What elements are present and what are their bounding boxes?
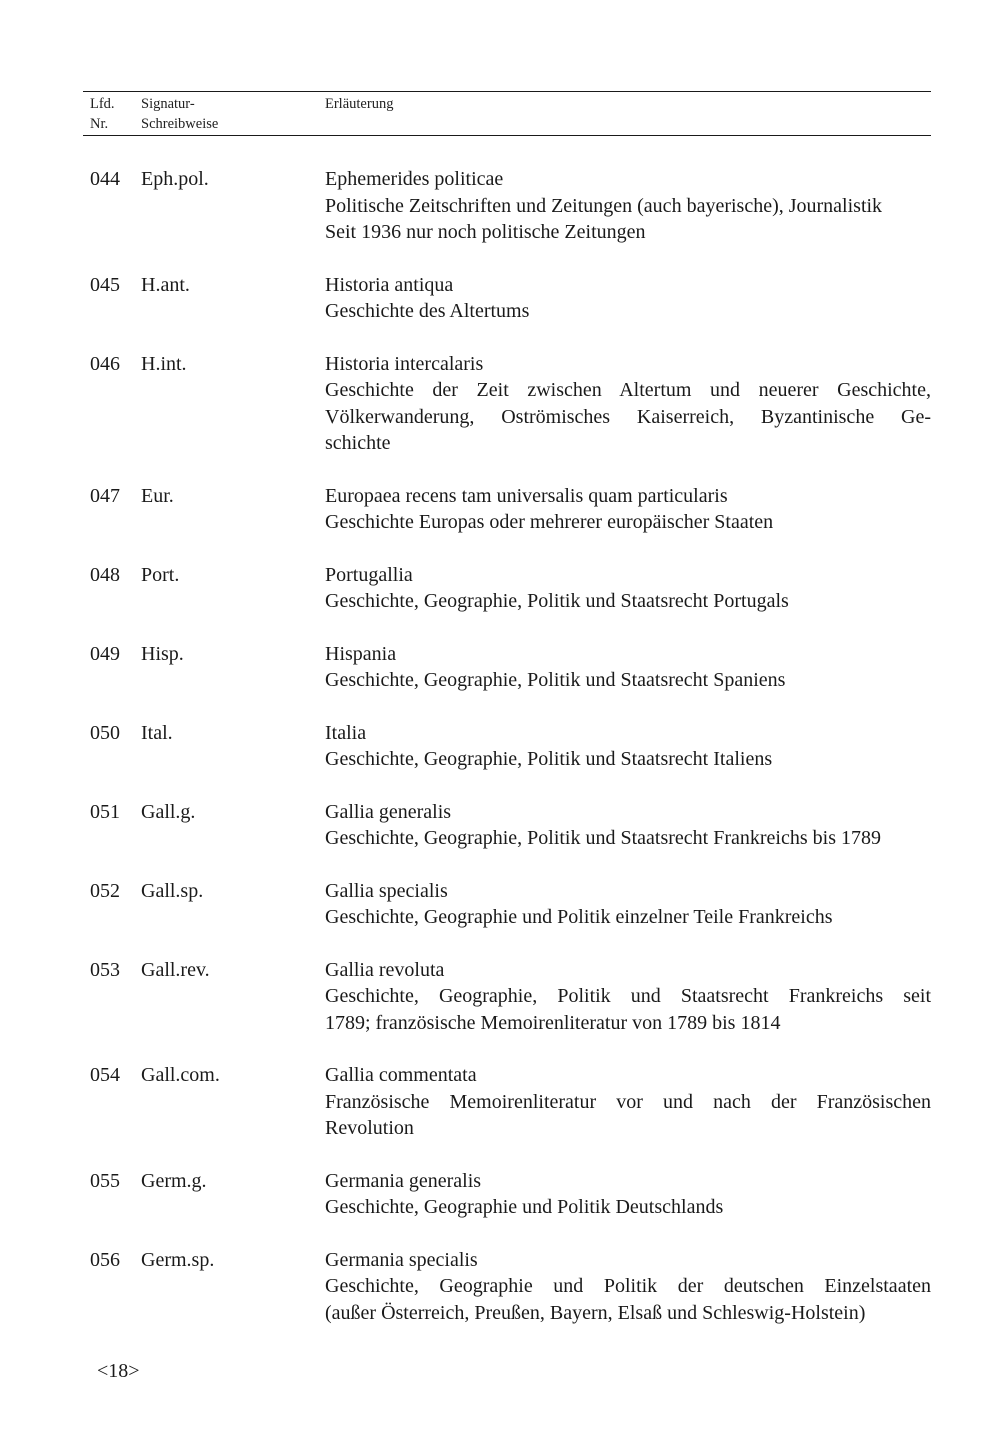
entry-description-line: Seit 1936 nur noch politische Zeitungen <box>325 221 646 243</box>
header-col-signatur <box>141 94 218 134</box>
entry-latin-title: Germania generalis <box>325 1169 482 1192</box>
entry-description-line: schichte <box>325 432 391 454</box>
entry-signatur: Eph.pol. <box>141 168 209 190</box>
entry-4 <box>0 562 1000 615</box>
entry-number: 052 <box>90 879 120 902</box>
entry-signatur: Gall.rev. <box>141 958 210 981</box>
entry-number: 049 <box>90 642 120 665</box>
entry-latin-title: Historia antiqua <box>325 273 454 296</box>
entry-description-line: Geschichte, Geographie, Politik und Staatsrecht Spaniens <box>325 669 786 691</box>
entry-description-line: Geschichte, Geographie, Politik und Staatsrecht Portugals <box>325 590 789 612</box>
entry-latin-title: Gallia specialis <box>325 879 448 902</box>
entry-signatur: Hisp. <box>141 642 184 665</box>
entry-12 <box>0 1247 1000 1327</box>
entry-erlaeuterung <box>325 1247 931 1327</box>
entry-1 <box>0 272 1000 325</box>
entry-8 <box>0 878 1000 931</box>
entry-erlaeuterung <box>325 1168 931 1221</box>
entry-9 <box>0 957 1000 1037</box>
entry-0 <box>0 166 1000 246</box>
entry-erlaeuterung <box>325 878 931 931</box>
entry-signatur: H.ant. <box>141 273 190 296</box>
entry-erlaeuterung <box>325 720 931 773</box>
entry-signatur: Gall.g. <box>141 800 196 823</box>
entry-latin-title: Europaea recens tam universalis quam particularis <box>325 484 728 507</box>
entry-latin-title: Historia intercalaris <box>325 352 484 375</box>
entry-erlaeuterung <box>325 166 931 246</box>
entry-signatur: Port. <box>141 563 180 586</box>
entry-description-line: (außer Österreich, Preußen, Bayern, Elsaß und Schleswig-Holstein) <box>325 1301 866 1324</box>
entry-5 <box>0 641 1000 694</box>
header-top-rule <box>83 91 931 92</box>
entry-number: 050 <box>90 721 120 744</box>
entry-erlaeuterung <box>325 483 931 536</box>
entry-latin-title: Portugallia <box>325 563 413 586</box>
entry-number: 045 <box>90 273 120 296</box>
entry-latin-title: Gallia generalis <box>325 800 452 823</box>
entry-erlaeuterung <box>325 351 931 457</box>
entry-erlaeuterung <box>325 799 931 852</box>
entry-list <box>0 166 1000 1326</box>
entry-3 <box>0 483 1000 536</box>
entry-latin-title: Italia <box>325 721 367 744</box>
entry-latin-title: Ephemerides politicae <box>325 168 504 190</box>
entry-signatur: Germ.g. <box>141 1169 207 1192</box>
entry-signatur: Eur. <box>141 484 174 507</box>
entry-number: 056 <box>90 1248 120 1271</box>
entry-signatur: Gall.com. <box>141 1064 220 1086</box>
entry-erlaeuterung <box>325 957 931 1037</box>
entry-description-line: Geschichte Europas oder mehrerer europäischer Staaten <box>325 511 774 533</box>
entry-description-line: Politische Zeitschriften und Zeitungen (auch bayerische), Journalistik <box>325 194 883 217</box>
entry-number: 051 <box>90 800 120 823</box>
entry-6 <box>0 720 1000 773</box>
entry-description-line: Geschichte, Geographie, Politik und Staatsrecht Frankreichs bis 1789 <box>325 827 881 849</box>
entry-description-line: Revolution <box>325 1117 414 1139</box>
header-col-nr <box>90 94 115 134</box>
entry-number: 044 <box>90 168 120 190</box>
entry-number: 047 <box>90 484 120 507</box>
entry-description-line: Geschichte, Geographie und Politik einzelner Teile Frankreichs <box>325 906 833 928</box>
entry-number: 054 <box>90 1064 120 1086</box>
entry-description-line: Völkerwanderung, Oströmisches Kaiserreich, Byzantinische Ge- <box>325 405 931 428</box>
entry-signatur: Ital. <box>141 721 173 744</box>
entry-description-line: Geschichte, Geographie und Politik der deutschen Einzelstaaten <box>325 1275 931 1297</box>
entry-7 <box>0 799 1000 852</box>
entry-erlaeuterung <box>325 641 931 694</box>
entry-description-line: Geschichte, Geographie, Politik und Staatsrecht Italiens <box>325 748 773 770</box>
entry-signatur: Gall.sp. <box>141 879 204 902</box>
header-col-nr-line-1: Lfd. <box>90 96 115 112</box>
entry-erlaeuterung <box>325 1062 931 1142</box>
entry-signatur: Germ.sp. <box>141 1248 215 1271</box>
entry-description-line: Geschichte des Altertums <box>325 300 530 322</box>
entry-description-line: Geschichte, Geographie, Politik und Staatsrecht Frankreichs seit <box>325 985 931 1007</box>
entry-latin-title: Hispania <box>325 642 397 665</box>
header-col-signatur-line-2: Schreibweise <box>141 116 219 132</box>
entry-erlaeuterung <box>325 272 931 325</box>
entry-number: 048 <box>90 563 120 586</box>
entry-description-line: Geschichte der Zeit zwischen Altertum und neuerer Geschichte, <box>325 379 931 401</box>
entry-number: 055 <box>90 1169 120 1192</box>
entry-description-line: Französische Memoirenliteratur vor und nach der Französischen <box>325 1090 931 1113</box>
entry-latin-title: Gallia commentata <box>325 1064 477 1086</box>
entry-description-line: Geschichte, Geographie und Politik Deutschlands <box>325 1196 724 1218</box>
header-col-nr-line-2: Nr. <box>90 116 109 132</box>
entry-latin-title: Gallia revoluta <box>325 958 445 981</box>
header-col-erlaeuterung: Erläuterung <box>325 96 394 112</box>
entry-10 <box>0 1062 1000 1142</box>
header-bottom-rule <box>83 135 931 136</box>
entry-description-line: 1789; französische Memoirenliteratur von 1789 bis 1814 <box>325 1011 781 1034</box>
entry-signatur: H.int. <box>141 352 187 375</box>
header-col-signatur-line-1: Signatur- <box>141 96 195 112</box>
entry-latin-title: Germania specialis <box>325 1248 478 1271</box>
entry-erlaeuterung <box>325 562 931 615</box>
entry-number: 053 <box>90 958 120 981</box>
page-number: <18> <box>97 1360 140 1382</box>
entry-2 <box>0 351 1000 457</box>
entry-11 <box>0 1168 1000 1221</box>
entry-number: 046 <box>90 352 120 375</box>
